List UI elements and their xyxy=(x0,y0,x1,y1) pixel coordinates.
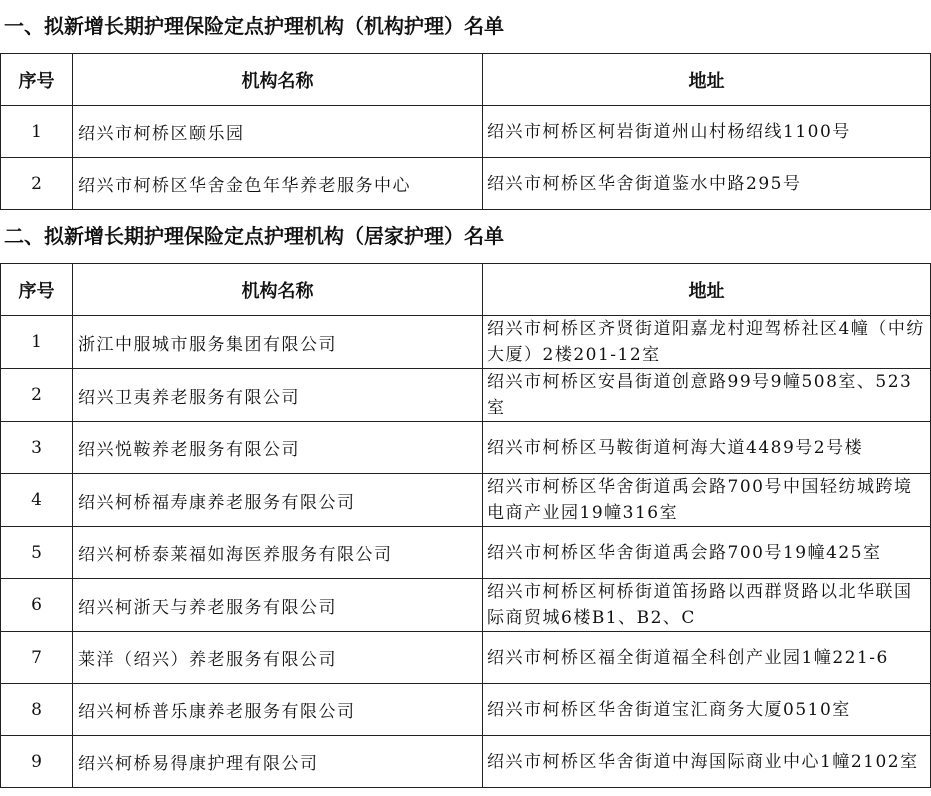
table-header-row xyxy=(1,54,931,106)
institution-address: 绍兴市柯桥区安昌街道创意路99号9幢508室、523室 xyxy=(483,369,931,422)
header-institution-name: 机构名称 xyxy=(73,54,483,106)
institution-name: 浙江中服城市服务集团有限公司 xyxy=(73,316,483,369)
institution-name: 绍兴市柯桥区颐乐园 xyxy=(73,106,483,158)
header-institution-name: 机构名称 xyxy=(73,264,483,316)
institution-address: 绍兴市柯桥区华舍街道禹会路700号中国轻纺城跨境电商产业园19幢316室 xyxy=(483,474,931,527)
header-address: 地址 xyxy=(483,264,931,316)
institution-address: 绍兴市柯桥区马鞍街道柯海大道4489号2号楼 xyxy=(483,422,931,474)
table-row xyxy=(1,158,931,210)
institution-name: 绍兴柯桥福寿康养老服务有限公司 xyxy=(73,474,483,527)
institution-name: 绍兴悦鞍养老服务有限公司 xyxy=(73,422,483,474)
table-row xyxy=(1,579,931,632)
institution-address: 绍兴市柯桥区华舍街道中海国际商业中心1幢2102室 xyxy=(483,736,931,788)
institution-address: 绍兴市柯桥区华舍街道鉴水中路295号 xyxy=(483,158,931,210)
institution-address: 绍兴市柯桥区柯桥街道笛扬路以西群贤路以北华联国际商贸城6楼B1、B2、C xyxy=(483,579,931,632)
row-number: 4 xyxy=(1,474,73,527)
table-row xyxy=(1,474,931,527)
header-number: 序号 xyxy=(1,54,73,106)
table-row xyxy=(1,422,931,474)
header-number: 序号 xyxy=(1,264,73,316)
table-row xyxy=(1,632,931,684)
row-number: 7 xyxy=(1,632,73,684)
table-row xyxy=(1,527,931,579)
institution-address: 绍兴市柯桥区齐贤街道阳嘉龙村迎驾桥社区4幢（中纺大厦）2楼201-12室 xyxy=(483,316,931,369)
row-number: 3 xyxy=(1,422,73,474)
row-number: 5 xyxy=(1,527,73,579)
institution-address: 绍兴市柯桥区华舍街道禹会路700号19幢425室 xyxy=(483,527,931,579)
section1-title: 一、拟新增长期护理保险定点护理机构（机构护理）名单 xyxy=(4,14,504,38)
institution-address: 绍兴市柯桥区华舍街道宝汇商务大厦0510室 xyxy=(483,684,931,736)
header-address: 地址 xyxy=(483,54,931,106)
institution-name: 绍兴柯桥易得康护理有限公司 xyxy=(73,736,483,788)
table-row xyxy=(1,106,931,158)
section2-title: 二、拟新增长期护理保险定点护理机构（居家护理）名单 xyxy=(4,224,504,248)
institution-name: 绍兴柯桥泰莱福如海医养服务有限公司 xyxy=(73,527,483,579)
row-number: 8 xyxy=(1,684,73,736)
institution-address: 绍兴市柯桥区柯岩街道州山村杨绍线1100号 xyxy=(483,106,931,158)
institution-name: 绍兴卫夷养老服务有限公司 xyxy=(73,369,483,422)
institution-name: 绍兴柯桥普乐康养老服务有限公司 xyxy=(73,684,483,736)
table-header-row xyxy=(1,264,931,316)
table-row xyxy=(1,369,931,422)
institution-name: 绍兴柯浙天与养老服务有限公司 xyxy=(73,579,483,632)
home-care-table xyxy=(0,263,931,788)
institution-care-table xyxy=(0,53,931,210)
row-number: 1 xyxy=(1,316,73,369)
row-number: 1 xyxy=(1,106,73,158)
table-row xyxy=(1,684,931,736)
table-row xyxy=(1,316,931,369)
institution-name: 绍兴市柯桥区华舍金色年华养老服务中心 xyxy=(73,158,483,210)
institution-name: 莱洋（绍兴）养老服务有限公司 xyxy=(73,632,483,684)
row-number: 9 xyxy=(1,736,73,788)
row-number: 2 xyxy=(1,369,73,422)
row-number: 2 xyxy=(1,158,73,210)
institution-address: 绍兴市柯桥区福全街道福全科创产业园1幢221-6 xyxy=(483,632,931,684)
table-row xyxy=(1,736,931,788)
row-number: 6 xyxy=(1,579,73,632)
